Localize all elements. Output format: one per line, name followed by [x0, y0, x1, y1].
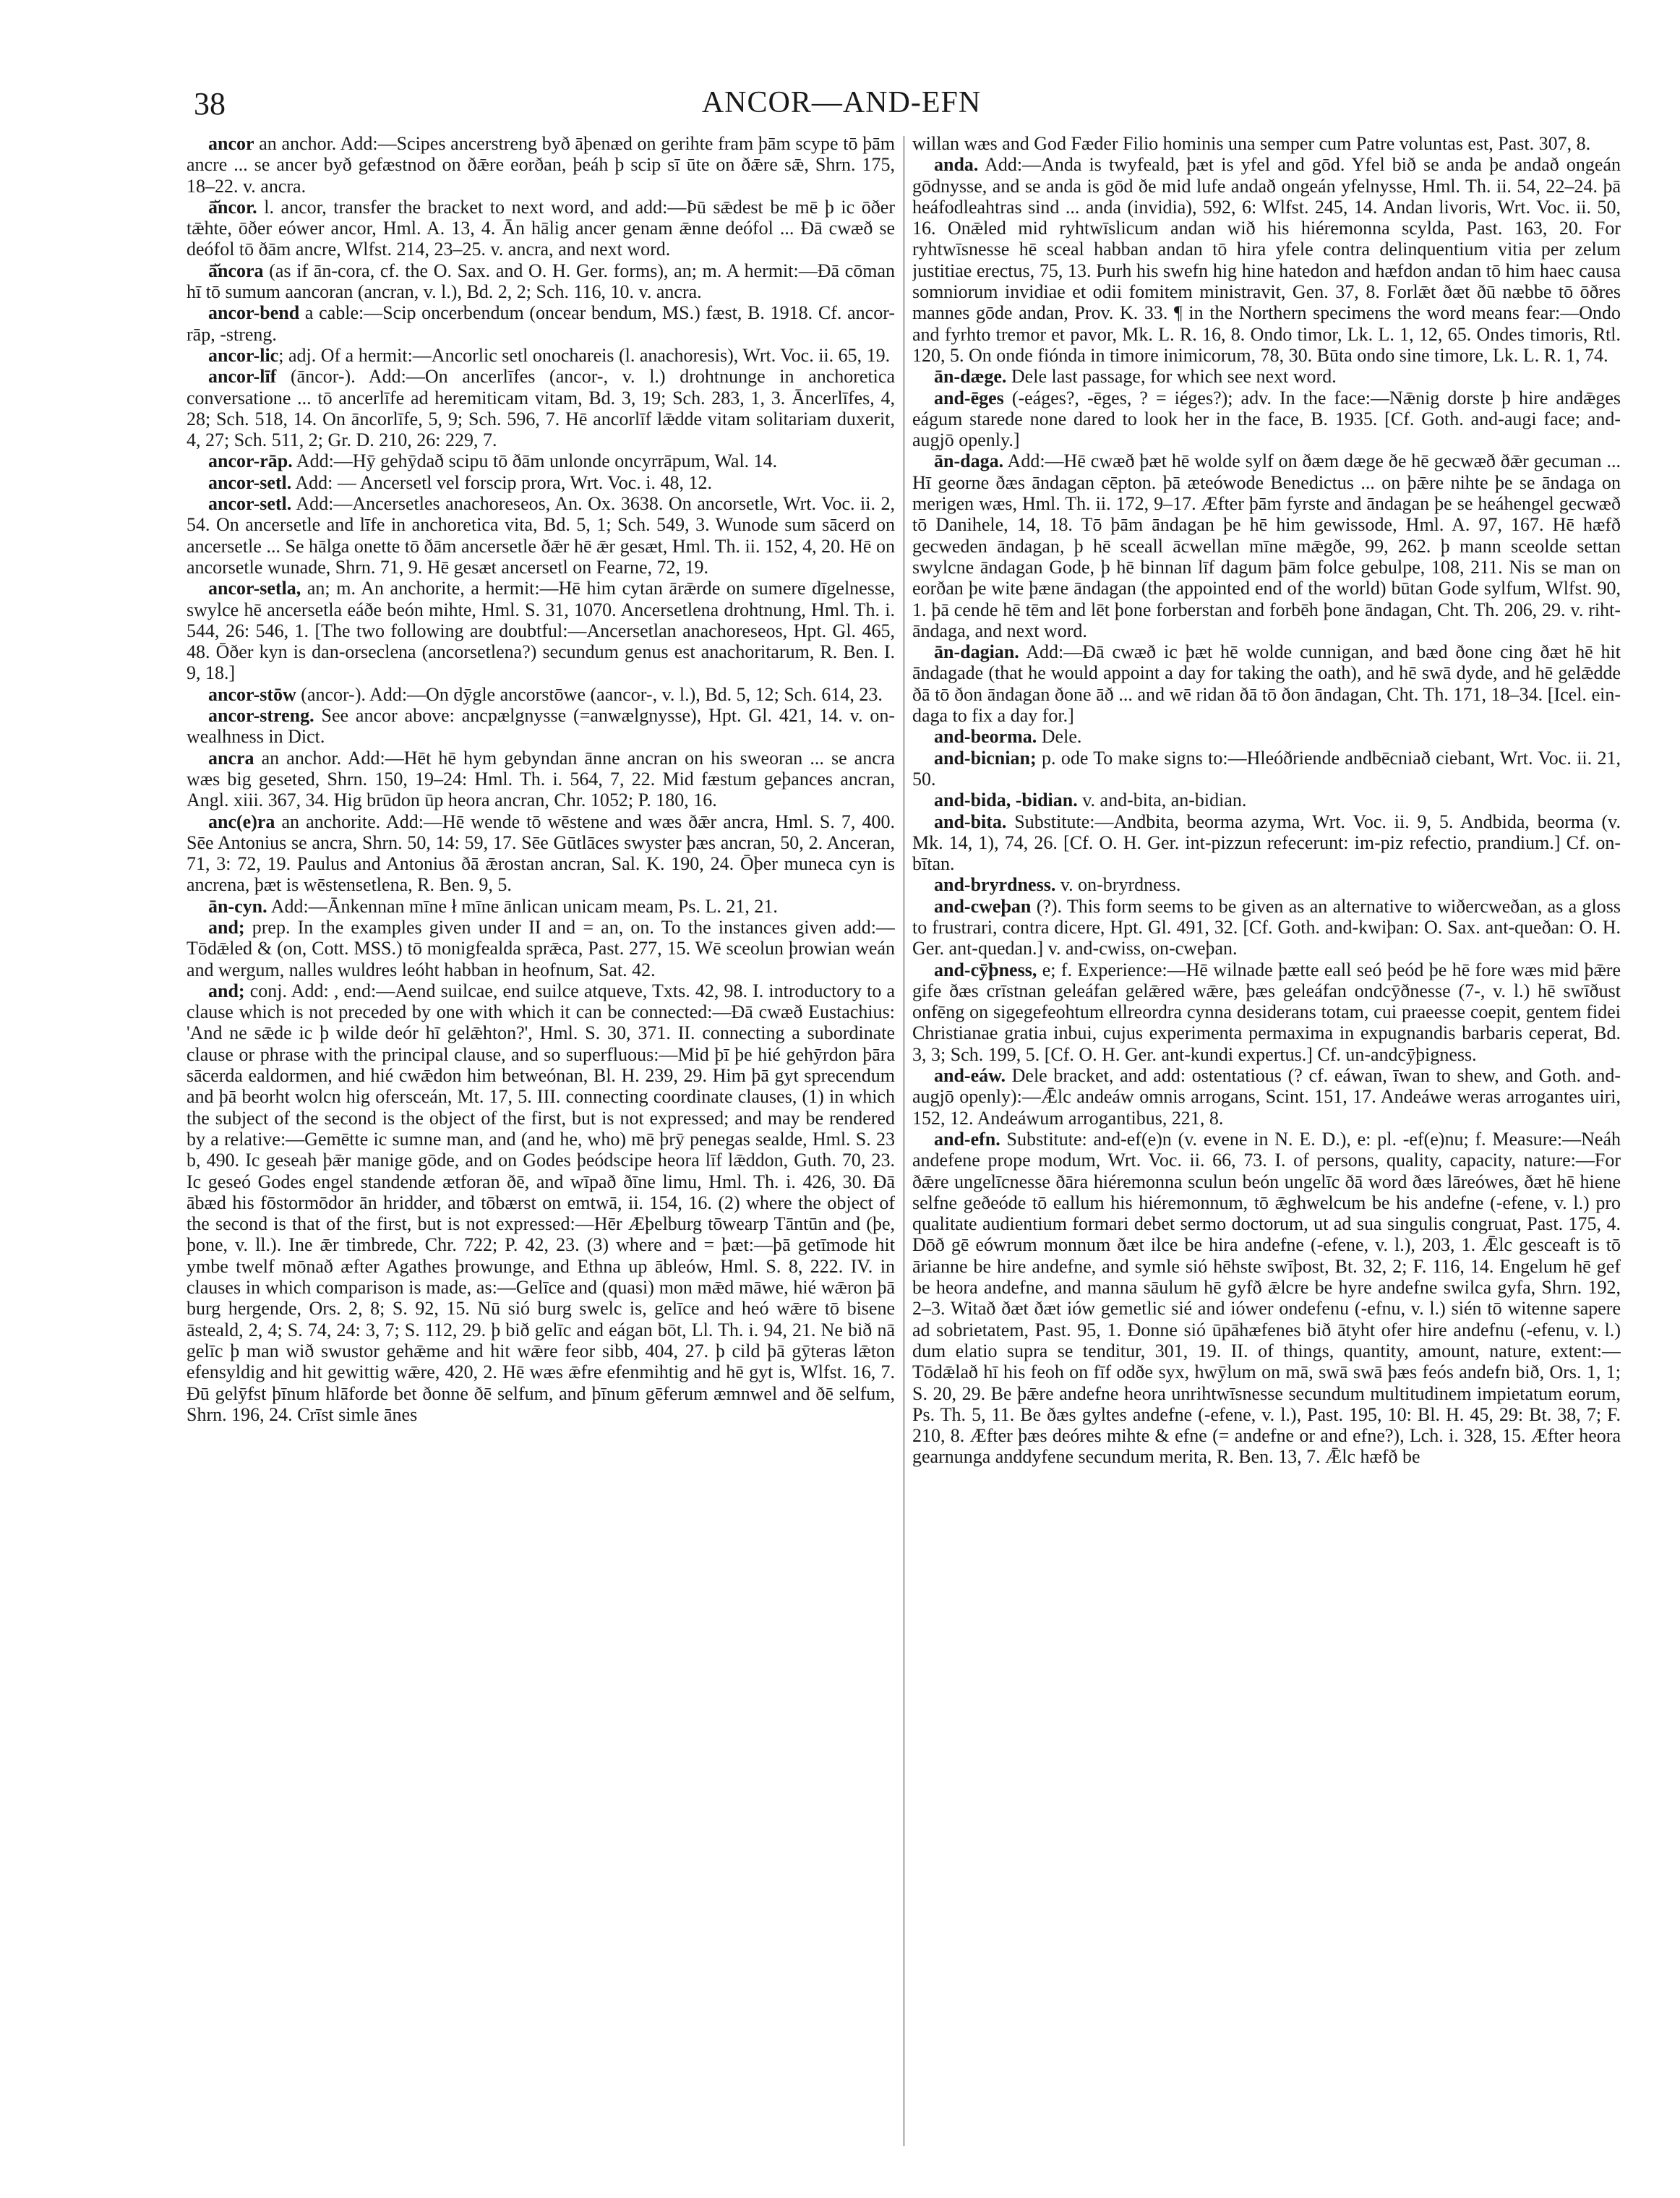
entry-text: (?). This form seems to be given as an alternative to wiðercweðan, as a gloss to frustrari, contra dicere, Hpt. Gl. 491, 32. [Cf. Goth. and-kwiþan: O. Sax. ant-queðan: O. H. Ger. ant-quedan.] v. and-cwiss, on-cweþan.: [912, 895, 1621, 959]
entry-text: ; adj. Of a hermit:—Ancorlic setl onochareis (l. anachoresis), Wrt. Voc. ii. 65, 19.: [278, 344, 891, 366]
entry-headword: ancor-lic: [208, 344, 279, 366]
dictionary-entry: [187, 917, 895, 980]
entry-headword: anda.: [934, 154, 979, 176]
entry-headword: anc(e)ra: [208, 811, 275, 832]
entry-text: Add:—Ānkennan mīne ł mīne ānlican unicam meam, Ps. L. 21, 21.: [267, 895, 778, 917]
entry-text: Add:—Hē cwæð þæt hē wolde sylf on ðæm dæge ðe hē gecwæð ðǣr gecuman ... Hī georne ðæs āndagan cēpton. þā ætеówode Benedictus ... on þǣre nihte þe se āndaga on merigen wæs, Hml. Th. ii. 172, 9–17. Æfter þām fyrste and āndagan þe se heáhengel gecwæð tō Danihele, 14, 18. Tō þām āndagan þe hē him gewissode, Hml. A. 97, 167. Hē hæfð gecweden āndagan, þ hē sceall ācwellan mīne mǣgðe, 99, 262. þ mann sceolde settan swylcne āndagan Gode, þ hē binnan līf dagum þām folce gebulpe, 108, 211. Nis se man on eorðan þe wite þæne āndagan (the appointed end of the world) būtan Gode sylfum, Wlfst. 90, 1. þā cende hē tēm and lēt þone forberstan and forbēh þone āndagan, Cht. Th. 206, 29. v. riht-āndaga, and next word.: [912, 450, 1621, 641]
entry-headword: and-bryrdness.: [934, 874, 1056, 896]
dictionary-entry: [912, 450, 1621, 641]
entry-text: Add:—Ðā cwæð ic þæt hē wolde cunnigan, and bæd ðone cing ðæt hē hit āndagade (that he would appoint a day for taking the oath), and hē swā dyde, and hē gelǣdde ðā tō ðon āndagan ðone āð ... and wē ridan ðā tō ðon āndagan, Cht. Th. 171, 18–34. [Icel. ein-daga to fix a day for.]: [912, 641, 1621, 727]
entry-text: Dele bracket, and add: ostentatious (? cf. eáwan, īwan to shew, and Goth. and-augjō openly):—Ǣlc andeáw omnis arrogans, Scint. 151, 17. Andeáwe weras arrogantes uiri, 152, 12. Andeáwum arrogantibus, 221, 8.: [912, 1065, 1621, 1129]
dictionary-entry: [912, 959, 1621, 1065]
entry-text: l. ancor, transfer the bracket to next word, and add:—Þū sǣdest be mē þ ic ōðer tǣhte, ōðer eówer ancor, Hml. A. 13, 4. Ān hālig ancer genam ǣnne deófol ... Ðā cwæð se deófol tō ðām ancre, Wlfst. 214, 23–25. v. ancra, and next word.: [187, 196, 895, 260]
entry-headword: and;: [208, 980, 245, 1001]
entry-headword: ancor-setla,: [208, 578, 301, 599]
entry-text: conj. Add: , end:—Aend suilcae, end suilce atqueve, Txts. 42, 98. I. introductory to a clause which is not preceded by one with which it can be connected:—Ðā cwæð Eustachius: 'And ne sǣde ic þ wilde deór hī gelǣhton?', Hml. S. 30, 371. II. connecting a subordinate clause or phrase with the principal clause, and so superfluous:—Mid þī þe hié gehȳrdon þāra sācerda ealdormen, and hié cwǣdon him betweónan, Bl. H. 239, 29. Him þā gyt sprecendum and þā beorht wolcn hig ofersceán, Mt. 17, 5. III. connecting coordinate clauses, (1) in which the subject of the second is the object of the first, but is not expressed; and may be rendered by a relative:—Gemētte ic sumne man, and (and he, who) mē þrȳ penegas sealde, Hml. S. 23 b, 490. Ic geseah þǣr manige gōde, and on Godes þeódscipe heora līf lǣddon, Guth. 70, 23. Ic geseó Godes engel standende ætforan ðē, and wīpað ðīne limu, Hml. Th. i. 426, 30. Ðā ābæd his fōstormōdor ān hridder, and tōbærst on emtwā, ii. 154, 16. (2) where the object of the second is that of the first, but is not expressed:—Hēr Æþelburg tōwearp Tāntūn and (þe, þone, v. ll.). Ine ǣr timbrede, Chr. 722; P. 42, 23. (3) where and = þæt:—þā getīmode hit ymbe twelf mōnað æfter Agathes þrowunge, and Ethna up ābleów, Hml. S. 8, 222. IV. in clauses in which comparison is made, as:—Gelīce and (quasi) mon mǣd māwe, hié wǣron þā burg hergende, Ors. 2, 8; S. 92, 15. Nū sió burg swelc is, gelīce and heó wǣre tō bisene āsteald, 2, 4; S. 74, 24: 3, 7; S. 112, 29. þ bið gelīc and eágan bōt, Ll. Th. i. 94, 21. Ne bið nā gelīc þ man wið swustor gehǣme and hit wǣre feor sibb, 404, 27. þ cild þā gȳteras lǣton efensyldig and hit gewittig wǣre, 420, 2. Hē wæs ǣfre efenmihtig and hē gyt is, Wlfst. 16, 7. Ðū gelȳfst þīnum hlāforde bet ðonne ðē selfum, and þīnum gēferum æmnwel and ðē selfum, Shrn. 196, 24. Crīst simle ānes: [187, 980, 895, 1425]
left-column: [187, 133, 895, 2149]
dictionary-entry: [187, 578, 895, 683]
dictionary-entry: [187, 133, 895, 197]
dictionary-entry: [187, 366, 895, 450]
dictionary-entry: [912, 874, 1621, 895]
entry-headword: and-cweþan: [934, 895, 1032, 917]
dictionary-entry: [912, 641, 1621, 726]
entry-text: (āncor-). Add:—On ancerlīfes (ancor-, v. l.) drohtnunge in anchoretica conversatione ... tō ancerlīfe ad heremiticam vitam, Bd. 3, 19; Sch. 283, 1, 3. Āncerlīfes, 4, 28; Sch. 518, 14. On āncorlīfe, 5, 9; Sch. 596, 7. Hē ancorlīf lǣdde vitam solitariam duxerit, 4, 27; Sch. 511, 2; Gr. D. 210, 26: 229, 7.: [187, 366, 895, 451]
entry-text: (-eáges?, -ēges, ? = iéges?); adv. In the face:—Nǣnig dorste þ hire andǣges eágum starede none dared to look her in the face, B. 1935. [Cf. Goth. and-augi face; and-augjō openly.]: [912, 387, 1621, 451]
entry-text: a cable:—Scip oncerbendum (oncear bendum, MS.) fæst, B. 1918. Cf. ancor-rāp, -streng.: [187, 302, 895, 345]
entry-text: e; f. Experience:—Hē wilnade þætte eall seó þeód þe hē fore wæs mid þǣre gife ðæs crīstnan geleáfan gelǣred wǣre, þæs geleáfan ondcȳðnesse (7-, v. l.) hē swīðust onfēng on sigegefeohtum ellreordra cynna desiderans totam, cui praeesse coepit, gentem fidei Christianae gratia inbui, cujus experimenta permaxima in expugnandis barbaris ceperat, Bd. 3, 3; Sch. 199, 5. [Cf. O. H. Ger. ant-kundi expertus.] Cf. un-andcȳþigness.: [912, 959, 1621, 1065]
entry-headword: ancra: [208, 747, 254, 769]
entry-headword: ancor-setl.: [208, 471, 292, 493]
dictionary-entry: [187, 472, 895, 493]
dictionary-entry: [187, 811, 895, 896]
dictionary-entry: [912, 154, 1621, 366]
dictionary-entry: [912, 1129, 1621, 1468]
dictionary-entry: [187, 493, 895, 578]
entry-headword: ancor-stōw: [208, 683, 296, 705]
entry-text: v. and-bita, an-bidian.: [1077, 790, 1247, 811]
entry-text: an anchor. Add:—Scipes ancerstreng byð āþenæd on gerihte fram þām scype tō þām ancre ... se ancer byð gefæstnod on ðǣre eorðan, þeáh þ scip sī ūte on ðǣre sǣ, Shrn. 175, 18–22. v. ancra.: [187, 133, 895, 197]
entry-text: an anchorite. Add:—Hē wende tō wēstene and wæs ðǣr ancra, Hml. S. 7, 400. Sēe Antonius se ancra, Shrn. 50, 14: 59, 17. Sēe Gūtlāces swyster þæs ancran, 50, 2. Anceran, 71, 3: 72, 19. Paulus and Antonius ðā ǣrostan ancran, Sal. K. 190, 24. Ōþer muneca cyn is ancrena, þæt is wēstensetlena, R. Ben. 9, 5.: [187, 811, 895, 896]
dictionary-entry: [912, 896, 1621, 959]
entry-text: p. ode To make signs to:—Hleóðriende andbēcniað ciebant, Wrt. Voc. ii. 21, 50.: [912, 747, 1621, 790]
dictionary-entry: [187, 345, 895, 366]
entry-headword: ancor-līf: [208, 366, 277, 388]
dictionary-entry: [187, 450, 895, 471]
dictionary-entry: [912, 1065, 1621, 1129]
entry-headword: ān-daga.: [934, 450, 1004, 472]
dictionary-entry: [912, 811, 1621, 875]
entry-headword: and-beorma.: [934, 726, 1037, 748]
right-column: [912, 133, 1621, 2149]
entry-text: Substitute:—Andbita, beorma azyma, Wrt. Voc. ii. 9, 5. Andbida, beorma (v. Mk. 14, 1), 74, 26. [Cf. O. H. Ger. int-pizzun refecerunt: im-piz refectio, prandium.] Cf. on-bītan.: [912, 811, 1621, 875]
dictionary-entry: [912, 388, 1621, 451]
dictionary-entry: [187, 197, 895, 260]
dictionary-entry: [187, 748, 895, 811]
entry-headword: ā̆ncor.: [208, 196, 257, 218]
entry-headword: ancor: [208, 133, 254, 154]
dictionary-entry: [187, 260, 895, 303]
entry-text: See ancor above: ancpælgnysse (=anwælgnysse), Hpt. Gl. 421, 14. v. on-wealhness in Dict.: [187, 705, 895, 748]
dictionary-entry: [912, 726, 1621, 747]
entry-headword: and-cȳþness,: [934, 959, 1037, 980]
entry-text: Add: — Ancersetl vel forscip prora, Wrt. Voc. i. 48, 12.: [291, 471, 712, 493]
dictionary-entry: [912, 748, 1621, 790]
entry-text: an; m. An anchorite, a hermit:—Hē him cytan ārǣrde on sumere dīgelnesse, swylce hē ancersetla eáðe beón mihte, Hml. S. 31, 1070. Ancersetlena drohtnung, Hml. Th. i. 544, 26: 546, 1. [The two following are doubtful:—Ancersetlan anachoreseos, Hpt. Gl. 465, 48. Ōðer kyn is dan-orseclena (ancorsetlena?) secundum genus est anachoritarum, R. Ben. I. 9, 18.]: [187, 578, 895, 684]
entry-text: Add:—Anda is twyfeald, þæt is yfel and gōd. Yfel bið se anda þe andað ongeán gōdnysse, and se anda is gōd ðe mid lufe andað ongeán yfelnysse, Hml. Th. ii. 54, 22–24. þā heáfodleahtras sind ... anda (invidia), 592, 6: Wlfst. 245, 14. Andan livoris, Wrt. Voc. ii. 50, 16. Onǣled mid ryhtwīslicum andan wið his hiéremonna scylda, Past. 163, 20. For ryhtwīsnesse hē sceal habban andan tō hira yfele contra delinquentium vitia per zelum justitiae erectus, 75, 13. Þurh his swefn hig hine hatedon and hæfdon andan tō him haec causa somniorum invidiae et odii fomitem ministravit, Gen. 37, 8. Forlǣt ðæt ðū næbbe tō ōðres mannes gōde andan, Prov. K. 33. ¶ in the Northern specimens the word means fear:—Ondo and fyrhto tremor et pavor, Mk. L. R. 16, 8. Ondo timor, Lk. L. 1, 12, 65. Ondes timoris, Rtl. 120, 5. On onde fiónda in timore inimicorum, 78, 30. Būta ondo sine timore, Lk. L. R. 1, 74.: [912, 154, 1621, 366]
entry-headword: ancor-bend: [208, 302, 300, 324]
dictionary-entry: [912, 790, 1621, 811]
entry-headword: and-eáw.: [934, 1065, 1006, 1087]
entry-text: Dele.: [1037, 726, 1082, 748]
entry-text: Dele last passage, for which see next word.: [1006, 366, 1337, 388]
entry-headword: ā̆ncora: [208, 260, 264, 281]
running-title: ANCOR—AND-EFN: [701, 86, 982, 119]
dictionary-entry: [187, 896, 895, 917]
entry-text: (ancor-). Add:—On dȳgle ancorstōwe (aancor-, v. l.), Bd. 5, 12; Sch. 614, 23.: [296, 683, 883, 705]
entry-text: Add:—Hȳ gehȳdað scipu tō ðām unlonde oncyrrāpum, Wal. 14.: [292, 450, 778, 472]
entry-headword: and-efn.: [934, 1128, 1000, 1150]
entry-headword: ancor-rāp.: [208, 450, 293, 472]
entry-text: an anchor. Add:—Hēt hē hym gebyndan ānne ancran on his sweoran ... se ancra wæs big geseted, Shrn. 150, 19–24: Hml. Th. i. 564, 7, 22. Mid fæstum geþances ancran, Angl. xiii. 367, 34. Hig brūdon ūp heora ancran, Chr. 1052; P. 180, 16.: [187, 747, 895, 811]
entry-headword: ancor-setl.: [208, 493, 292, 515]
entry-text: (as if ān-cora, cf. the O. Sax. and O. H. Ger. forms), an; m. A hermit:—Ðā cōman hī tō sumum aancoran (ancran, v. l.), Bd. 2, 2; Sch. 116, 10. v. ancra.: [187, 260, 895, 303]
page-header: [194, 85, 1489, 129]
dictionary-entry: [187, 684, 895, 705]
entry-text: v. on-bryrdness.: [1055, 874, 1181, 896]
entry-headword: and-ēges: [934, 387, 1004, 409]
page-number: 38: [194, 86, 226, 121]
entry-headword: and-bita.: [934, 811, 1007, 832]
entry-headword: and-bida, -bidian.: [934, 790, 1078, 811]
entry-headword: ān-cyn.: [208, 895, 267, 917]
dictionary-entry: [187, 980, 895, 1425]
entry-headword: ān-dæge.: [934, 366, 1007, 388]
entry-text: willan wæs and God Fæder Filio hominis una semper cum Patre voluntas est, Past. 307, 8.: [912, 133, 1591, 154]
dictionary-entry: [187, 302, 895, 345]
entry-headword: and;: [208, 916, 245, 938]
dictionary-entry: [912, 133, 1621, 154]
dictionary-entry: [187, 705, 895, 748]
entry-headword: ān-dagian.: [934, 641, 1019, 663]
entry-headword: ancor-streng.: [208, 705, 314, 727]
entry-text: Substitute: and-ef(e)n (v. evene in N. E. D.), e: pl. -ef(e)nu; f. Measure:—Neáh andefene prope modum, Wrt. Voc. ii. 66, 73. I. of persons, quality, capacity, nature:—For ðǣre ungelīcnesse ðāra hiéremonna sculun beón ungelīc ðā word ðæs lāreówes, ðæt hē hiene selfne geðeóde tō eallum his hiéremonnum, tō ǣghwelcum be his andefne (-efene, v. l.) pro qualitate audientium formari debet sermo doctorum, ut ad sua singulis congruat, Past. 175, 4. Dōð gē eówrum monnum ðæt ilce be hira andefne (-efene, v. l.), 203, 1. Ǣlc gesceaft is tō ārianne be hire andefne, and symle sió hēhste swīþost, Bt. 32, 2; F. 116, 14. Engelum hē gef be heora andefne, and manna sāulum hē gyfð ǣlcre be hyre andefne swilca gyfa, Shrn. 192, 2–3. Witað ðæt ðæt iów gemetlic sié and iówer ondefenu (-efnu, v. l.) sién tō witenne sapere ad sobrietatem, Past. 95, 1. Ðonne sió ūpāhæfenes bið ātyht ofer hire andefnu (-efenu, v. l.) dum elatio supra se tenditur, 301, 19. II. of things, quantity, amount, nature, extent:—Tōdǣlað hī his feoh on fīf odðe syx, hwȳlum on mā, swā swā þæs feós andefn bið, Ors. 1, 1; S. 20, 29. Be þǣre andefne heora unrihtwīsnesse secundum multitudinem impietatum eorum, Ps. Th. 5, 11. Be ðæs gyltes andefne (-efene, v. l.), Past. 195, 10: Bl. H. 45, 29: Bt. 38, 7; F. 210, 8. Æfter þæs deóres mihte & efne (= andefne or and efne?), Lch. i. 328, 15. Æfter heora gearnunga anddyfene secundum merita, R. Ben. 13, 7. Ǣlc hæfð be: [912, 1128, 1621, 1468]
entry-text: Add:—Ancersetles anachoreseos, An. Ox. 3638. On ancorsetle, Wrt. Voc. ii. 2, 54. On ancersetle and līfe in anchoretica vita, Bd. 5, 1; Sch. 549, 3. Wunode sum sācerd on ancersetle ... Se hālga onette tō ðām ancersetle ðǣr hē ǣr gesæt, Hml. Th. ii. 152, 4, 20. Hē on ancorsetle wunade, Shrn. 71, 9. Hē gesæt ancersetl on Fearne, 72, 19.: [187, 493, 895, 578]
entry-headword: and-bicnian;: [934, 747, 1037, 769]
entry-text: prep. In the examples given under II and = an, on. To the instances given add:—Tōdǣled & (on, Cott. MSS.) tō monigfealda sprǣca, Past. 277, 15. Wē sceolun þrowian weán and wergum, nalles wuldres leóht habban in heofnum, Sat. 42.: [187, 916, 895, 980]
dictionary-entry: [912, 366, 1621, 387]
